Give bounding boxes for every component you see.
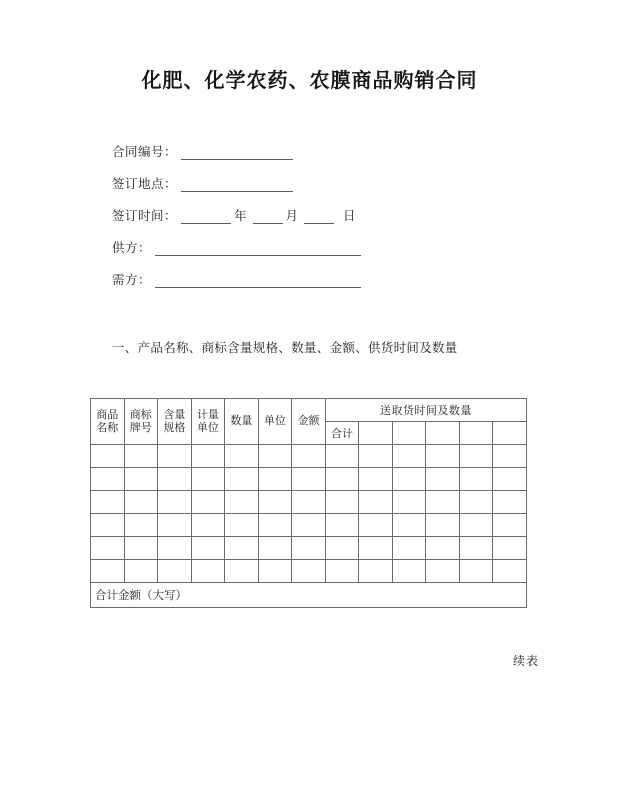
table-cell[interactable] [292, 514, 326, 537]
table-cell[interactable] [426, 560, 460, 583]
subheader-slot-3 [426, 422, 460, 445]
table-cell[interactable] [325, 445, 359, 468]
header-amount: 金额 [292, 399, 326, 445]
table-cell[interactable] [392, 514, 426, 537]
table-cell[interactable] [493, 445, 527, 468]
table-cell[interactable] [258, 560, 292, 583]
table-cell[interactable] [359, 560, 393, 583]
table-cell[interactable] [225, 468, 259, 491]
table-cell[interactable] [325, 468, 359, 491]
signing-place-input[interactable] [181, 178, 293, 192]
header-trademark: 商标牌号 [124, 399, 158, 445]
table-cell[interactable] [493, 491, 527, 514]
table-cell[interactable] [459, 468, 493, 491]
table-cell[interactable] [426, 537, 460, 560]
table-cell[interactable] [292, 560, 326, 583]
table-cell[interactable] [359, 537, 393, 560]
table-header-row-main [91, 399, 527, 422]
total-amount-in-words-cell[interactable]: 合计金额（大写） [91, 583, 527, 608]
table-cell[interactable] [124, 445, 158, 468]
table-total-row [91, 583, 527, 608]
table-cell[interactable] [292, 491, 326, 514]
table-cell[interactable] [426, 445, 460, 468]
table-row [91, 560, 527, 583]
table-cell[interactable] [325, 491, 359, 514]
field-supplier [112, 242, 532, 256]
table-cell[interactable] [292, 445, 326, 468]
table-cell[interactable] [191, 537, 225, 560]
section-heading-one: 一、产品名称、商标含量规格、数量、金额、供货时间及数量 [112, 341, 458, 355]
field-label: 需方： [112, 273, 152, 288]
field-contract-number [112, 146, 532, 160]
table-cell[interactable] [459, 514, 493, 537]
table-cell[interactable] [225, 445, 259, 468]
header-quantity: 数量 [225, 399, 259, 445]
table-cell[interactable] [91, 514, 125, 537]
field-label: 合同编号： [112, 145, 178, 160]
table-cell[interactable] [459, 445, 493, 468]
table-cell[interactable] [91, 537, 125, 560]
table-cell[interactable] [91, 468, 125, 491]
field-signing-place [112, 178, 532, 192]
table-row [91, 445, 527, 468]
table-row [91, 491, 527, 514]
table-cell[interactable] [426, 514, 460, 537]
table-cell[interactable] [325, 537, 359, 560]
table-cell[interactable] [426, 491, 460, 514]
table-cell[interactable] [392, 445, 426, 468]
contract-number-input[interactable] [181, 146, 293, 160]
table-cell[interactable] [91, 491, 125, 514]
field-label: 供方： [112, 241, 152, 256]
day-unit-label: 日 [343, 209, 356, 224]
buyer-input[interactable] [155, 274, 361, 288]
table-cell[interactable] [191, 491, 225, 514]
table-cell[interactable] [258, 491, 292, 514]
table-cell[interactable] [191, 445, 225, 468]
table-cell[interactable] [493, 514, 527, 537]
header-specification: 含量规格 [158, 399, 192, 445]
field-buyer [112, 274, 532, 288]
goods-table [90, 398, 527, 608]
table-cell[interactable] [158, 560, 192, 583]
subheader-slot-4 [459, 422, 493, 445]
header-delivery-group: 送取货时间及数量 [325, 399, 526, 422]
table-cell[interactable] [191, 560, 225, 583]
continuation-note: 续表 [512, 654, 539, 668]
table-cell[interactable] [426, 468, 460, 491]
table-row [91, 468, 527, 491]
table-cell[interactable] [91, 445, 125, 468]
table-cell[interactable] [225, 491, 259, 514]
header-product-name: 商品名称 [91, 399, 125, 445]
field-label: 签订地点： [112, 177, 178, 192]
table-cell[interactable] [124, 514, 158, 537]
table-cell[interactable] [493, 560, 527, 583]
table-cell[interactable] [325, 560, 359, 583]
table-row [91, 537, 527, 560]
table-cell[interactable] [124, 537, 158, 560]
table-cell[interactable] [225, 560, 259, 583]
table-cell[interactable] [158, 491, 192, 514]
signing-day-input[interactable] [304, 210, 334, 224]
table-cell[interactable] [493, 537, 527, 560]
table-cell[interactable] [158, 468, 192, 491]
table-cell[interactable] [392, 468, 426, 491]
table-cell[interactable] [191, 514, 225, 537]
table-cell[interactable] [459, 491, 493, 514]
table-cell[interactable] [392, 560, 426, 583]
year-unit-label: 年 [234, 209, 247, 224]
header-measure-unit: 计量单位 [191, 399, 225, 445]
table-cell[interactable] [124, 491, 158, 514]
table-cell[interactable] [359, 445, 393, 468]
table-cell[interactable] [191, 468, 225, 491]
table-cell[interactable] [359, 491, 393, 514]
table-cell[interactable] [158, 537, 192, 560]
subheader-slot-5 [493, 422, 527, 445]
table-cell[interactable] [91, 560, 125, 583]
table-cell[interactable] [258, 514, 292, 537]
signing-month-input[interactable] [253, 210, 283, 224]
table-cell[interactable] [392, 537, 426, 560]
field-label: 签订时间： [112, 209, 178, 224]
supplier-input[interactable] [155, 242, 361, 256]
month-unit-label: 月 [285, 209, 299, 224]
table-body [91, 445, 527, 608]
table-cell[interactable] [359, 514, 393, 537]
contract-header-fields [112, 146, 532, 306]
table-cell[interactable] [292, 468, 326, 491]
table-cell[interactable] [258, 468, 292, 491]
signing-year-input[interactable] [181, 210, 231, 224]
table-cell[interactable] [158, 514, 192, 537]
table-cell[interactable] [124, 560, 158, 583]
table-cell[interactable] [392, 491, 426, 514]
table-cell[interactable] [158, 445, 192, 468]
table-cell[interactable] [459, 560, 493, 583]
table-cell[interactable] [258, 445, 292, 468]
table-cell[interactable] [493, 468, 527, 491]
field-signing-date [112, 210, 532, 224]
table-cell[interactable] [292, 537, 326, 560]
header-unit: 单位 [258, 399, 292, 445]
table-cell[interactable] [325, 514, 359, 537]
page-title: 化肥、化学农药、农膜商品购销合同 [141, 70, 478, 92]
table-cell[interactable] [459, 537, 493, 560]
table-cell[interactable] [258, 537, 292, 560]
subheader-slot-2 [392, 422, 426, 445]
table-cell[interactable] [124, 468, 158, 491]
table-row [91, 514, 527, 537]
subheader-total: 合计 [325, 422, 359, 445]
subheader-slot-1 [359, 422, 393, 445]
table-cell[interactable] [359, 468, 393, 491]
table-cell[interactable] [225, 537, 259, 560]
table-cell[interactable] [225, 514, 259, 537]
